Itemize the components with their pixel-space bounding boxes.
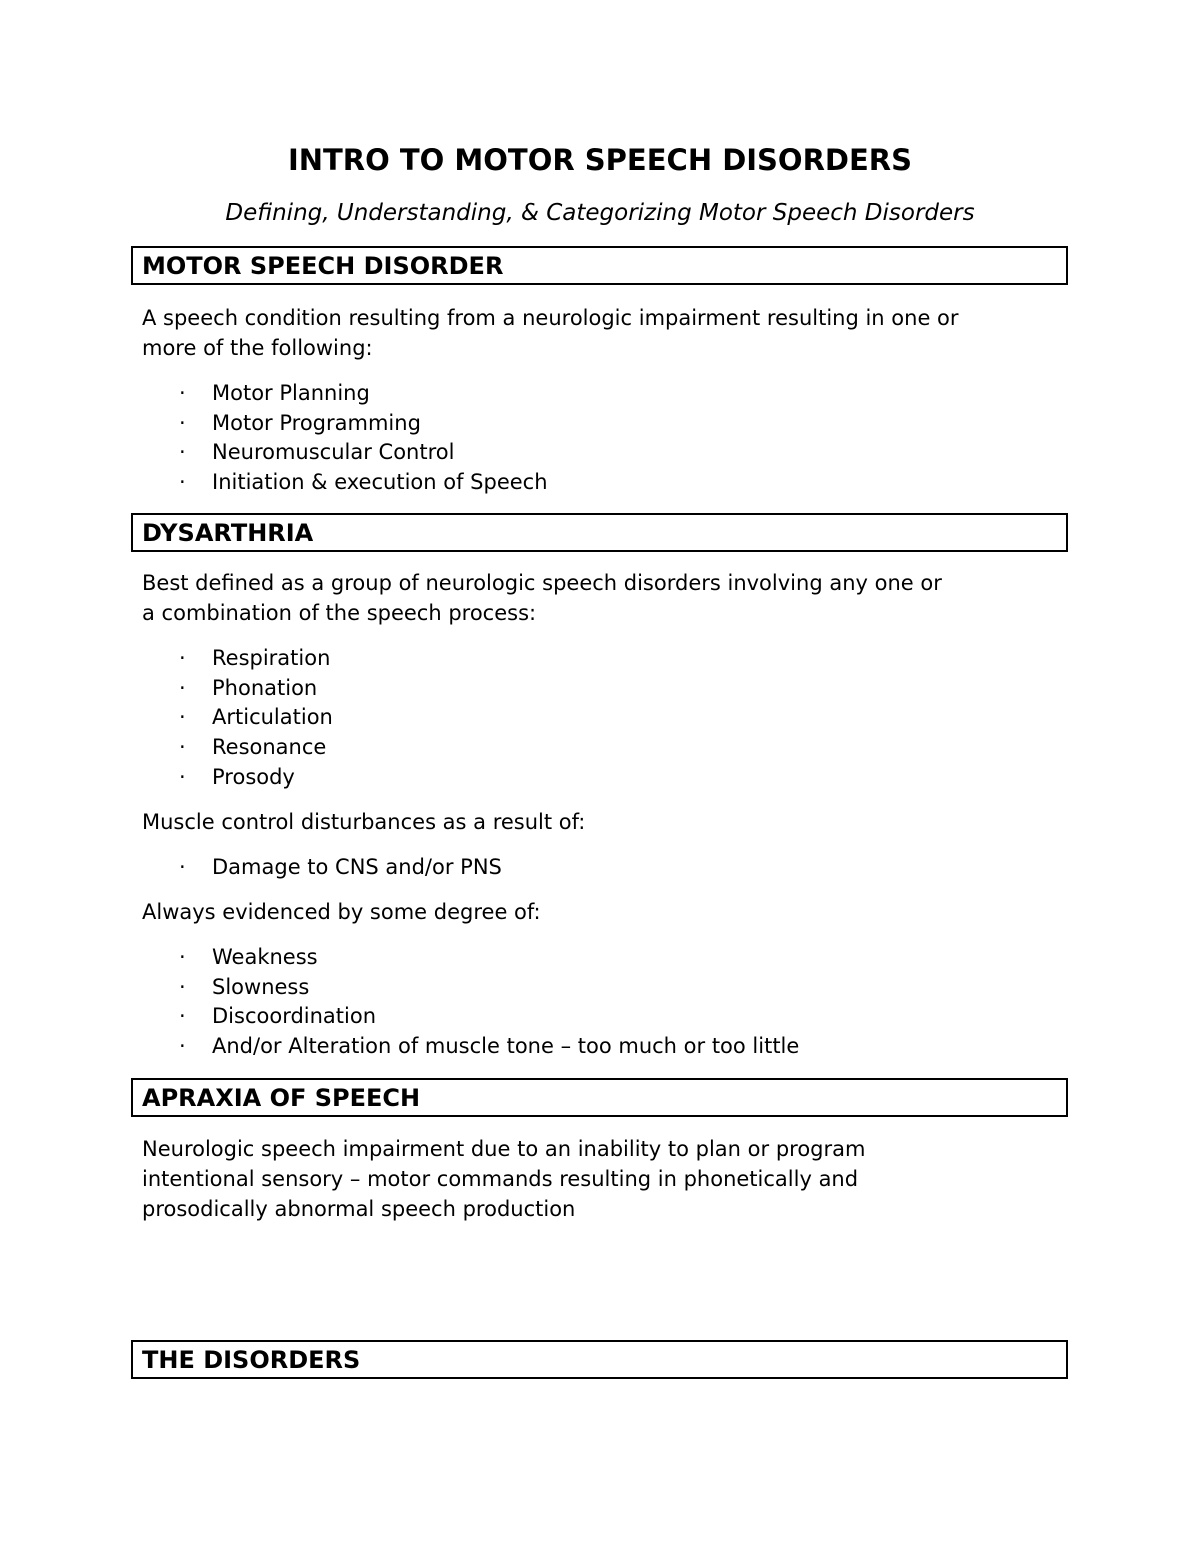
section-heading-motor-speech-disorder: MOTOR SPEECH DISORDER xyxy=(142,252,504,280)
list-item-text: Motor Planning xyxy=(212,381,370,405)
list-item-text: Prosody xyxy=(212,765,295,789)
document-title: INTRO TO MOTOR SPEECH DISORDERS xyxy=(287,143,913,177)
bullet-icon: · xyxy=(179,1004,186,1028)
dysarthria-intro-line-2: a combination of the speech process: xyxy=(142,601,537,625)
list-item xyxy=(179,972,309,1002)
bullet-icon: · xyxy=(179,975,186,999)
list-item-text: Slowness xyxy=(212,975,310,999)
list-item xyxy=(179,673,317,703)
section-heading-dysarthria: DYSARTHRIA xyxy=(142,519,314,547)
list-item xyxy=(179,762,295,792)
bullet-icon: · xyxy=(179,735,186,759)
list-item xyxy=(179,378,370,408)
section-heading-box-apraxia xyxy=(131,1078,1068,1117)
list-item-text: And/or Alteration of muscle tone – too much or too little xyxy=(212,1034,800,1058)
bullet-icon: · xyxy=(179,440,186,464)
section-heading-box-dysarthria xyxy=(131,513,1068,552)
apraxia-line-3: prosodically abnormal speech production xyxy=(142,1197,576,1221)
bullet-icon: · xyxy=(179,1034,186,1058)
list-item-text: Resonance xyxy=(212,735,327,759)
list-item xyxy=(179,1031,799,1061)
section-heading-box-the-disorders xyxy=(131,1340,1068,1379)
list-item-text: Neuromuscular Control xyxy=(212,440,455,464)
list-item xyxy=(179,852,502,882)
list-item-text: Damage to CNS and/or PNS xyxy=(212,855,502,879)
dysarthria-muscle-text: Muscle control disturbances as a result of: xyxy=(142,810,586,834)
list-item-text: Weakness xyxy=(212,945,318,969)
bullet-icon: · xyxy=(179,676,186,700)
bullet-icon: · xyxy=(179,945,186,969)
list-item-text: Discoordination xyxy=(212,1004,377,1028)
list-item-text: Motor Programming xyxy=(212,411,421,435)
list-item xyxy=(179,1001,376,1031)
document-subtitle: Defining, Understanding, & Categorizing Motor Speech Disorders xyxy=(225,200,975,226)
bullet-icon: · xyxy=(179,646,186,670)
section-heading-the-disorders: THE DISORDERS xyxy=(142,1346,361,1374)
list-item xyxy=(179,437,454,467)
bullet-icon: · xyxy=(179,705,186,729)
bullet-icon: · xyxy=(179,765,186,789)
dysarthria-evidence-text: Always evidenced by some degree of: xyxy=(142,900,541,924)
bullet-icon: · xyxy=(179,855,186,879)
bullet-icon: · xyxy=(179,470,186,494)
msd-intro-line-1: A speech condition resulting from a neurologic impairment resulting in one or xyxy=(142,306,959,330)
dysarthria-intro-line-1: Best defined as a group of neurologic speech disorders involving any one or xyxy=(142,571,942,595)
list-item-text: Respiration xyxy=(212,646,331,670)
list-item xyxy=(179,942,318,972)
section-heading-box-motor-speech-disorder xyxy=(131,246,1068,285)
list-item xyxy=(179,732,326,762)
section-heading-apraxia: APRAXIA OF SPEECH xyxy=(142,1084,421,1112)
apraxia-line-1: Neurologic speech impairment due to an inability to plan or program xyxy=(142,1137,866,1161)
list-item xyxy=(179,467,548,497)
apraxia-line-2: intentional sensory – motor commands resulting in phonetically and xyxy=(142,1167,859,1191)
list-item-text: Phonation xyxy=(212,676,318,700)
list-item xyxy=(179,408,421,438)
list-item-text: Articulation xyxy=(212,705,333,729)
bullet-icon: · xyxy=(179,411,186,435)
list-item xyxy=(179,702,333,732)
msd-intro-line-2: more of the following: xyxy=(142,336,373,360)
bullet-icon: · xyxy=(179,381,186,405)
list-item-text: Initiation & execution of Speech xyxy=(212,470,548,494)
list-item xyxy=(179,643,330,673)
